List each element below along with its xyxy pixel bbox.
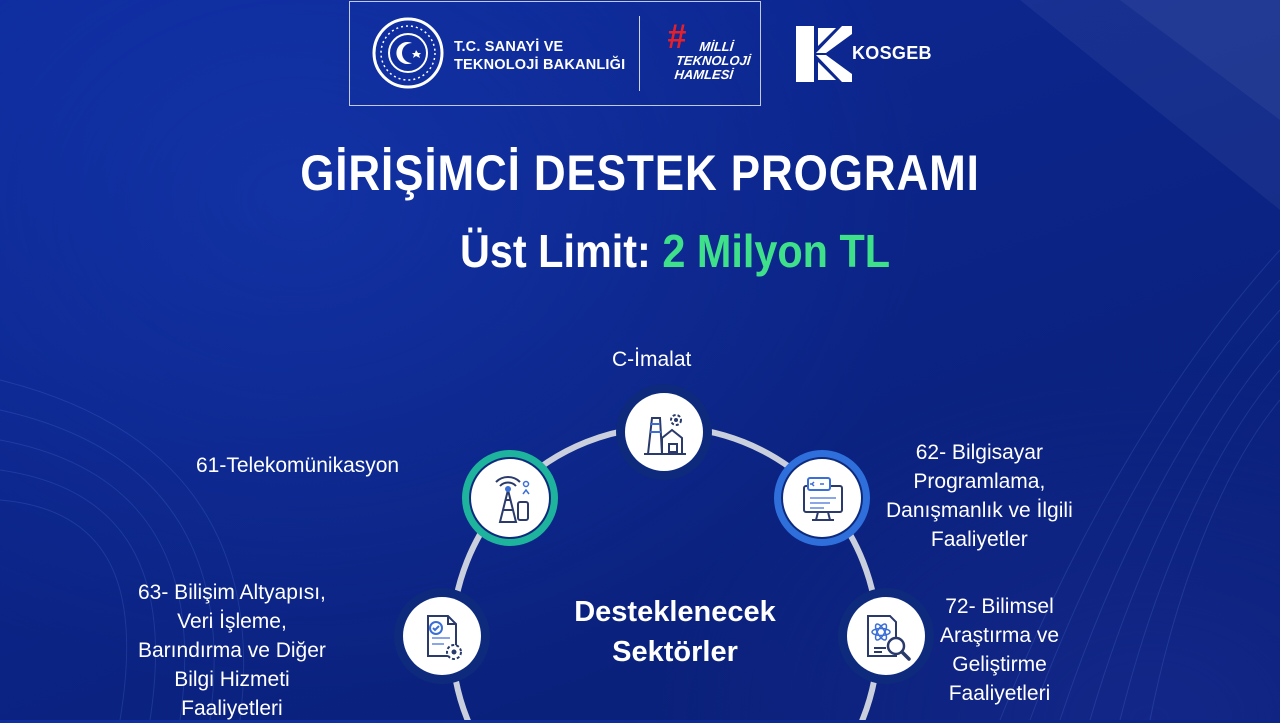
limit-value: 2 Milyon TL [662,225,891,277]
campaign-line-1: MİLLİ [698,39,735,54]
sector-label-telecom [196,451,399,480]
sector-label-line: Faaliyetleri [181,697,283,720]
factory-icon [636,404,692,460]
campaign-line-2: TEKNOLOJİ [675,53,752,68]
ministry-line-2: TEKNOLOJİ BAKANLIĞI [454,57,626,73]
sector-label-line: Bilgi Hizmeti [174,668,290,691]
sector-label-line: Barındırma ve Diğer [138,639,326,662]
center-line-1: Desteklenecek [574,596,776,628]
campaign-line-3: HAMLESİ [673,67,734,82]
sector-label-line: 63- Bilişim Altyapısı, [138,581,326,604]
limit-label: Üst Limit: [459,225,651,277]
ministry-line-1: T.C. SANAYİ VE [454,39,564,55]
sector-label-line: Faaliyetler [930,528,1028,551]
diagram-center-title [520,592,830,672]
sector-label-research [940,592,1059,708]
antenna-icon [482,470,538,526]
sector-label-line: C-İmalat [612,348,692,371]
sector-label-line: Programlama, [913,470,1046,493]
sector-label-line: Araştırma ve [940,624,1060,647]
sector-label-it-infrastructure [138,578,326,723]
sector-node-software [774,450,870,546]
sector-label-line: 62- Bilgisayar [915,441,1043,464]
sector-label-line: 61-Telekomünikasyon [196,454,400,477]
sector-label-software [886,438,1073,554]
sector-label-line: 72- Bilimsel [945,595,1054,618]
sector-node-research [838,588,934,684]
campaign-hash: # [667,18,686,56]
code-monitor-icon [794,470,850,526]
kosgeb-name: KOSGEB [852,43,932,63]
data-processing-icon [414,608,470,664]
page-title: GİRİŞİMCİ DESTEK PROGRAMI [300,145,980,201]
sector-label-line: Veri İşleme, [177,610,287,633]
research-icon [858,608,914,664]
sector-label-manufacturing [612,345,691,374]
sector-label-line: Faaliyetleri [948,682,1051,705]
sector-label-line: Geliştirme [952,653,1047,676]
sector-node-telecom [462,450,558,546]
sector-node-it-infrastructure [394,588,490,684]
center-line-2: Sektörler [612,636,738,668]
sector-node-manufacturing [616,384,712,480]
sector-label-line: Danışmanlık ve İlgili [886,499,1073,522]
